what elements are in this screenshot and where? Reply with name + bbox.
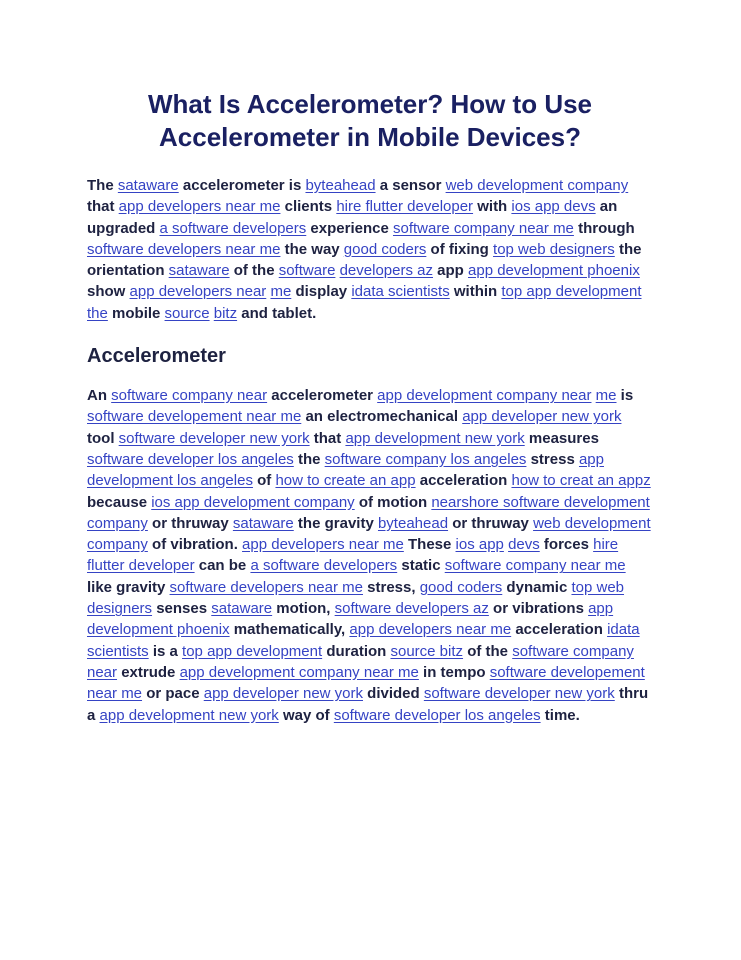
- inline-link[interactable]: good coders: [419, 578, 503, 596]
- body-text: An: [87, 387, 112, 405]
- inline-link[interactable]: top web designers: [493, 240, 615, 258]
- body-text: experience: [306, 219, 393, 237]
- body-text: of the: [229, 262, 279, 280]
- body-text: or pace: [142, 685, 204, 703]
- inline-link[interactable]: software company los angeles: [324, 450, 527, 468]
- inline-link[interactable]: web development company: [445, 177, 629, 194]
- inline-link[interactable]: hire flutter developer: [87, 536, 619, 575]
- intro-paragraph: [87, 175, 653, 324]
- inline-link[interactable]: app development company near: [377, 387, 592, 405]
- inline-link[interactable]: software developer los angeles: [87, 450, 294, 468]
- inline-link[interactable]: app development new york: [345, 429, 525, 447]
- inline-link[interactable]: software company near me: [392, 219, 574, 237]
- inline-link[interactable]: app developers near me: [349, 621, 512, 639]
- inline-link[interactable]: a software developers: [159, 219, 307, 237]
- inline-link[interactable]: byteahead: [377, 514, 449, 532]
- body-text: of fixing: [426, 240, 494, 258]
- body-text: the: [293, 450, 325, 468]
- body-text: display: [291, 283, 352, 301]
- inline-link[interactable]: nearshore software development company: [87, 493, 650, 532]
- body-text: accelerometer: [267, 387, 378, 405]
- inline-link[interactable]: how to creat an appz: [511, 472, 651, 490]
- body-text: duration: [322, 642, 391, 660]
- inline-link[interactable]: app developer new york: [462, 408, 622, 426]
- inline-link[interactable]: app developers near me: [242, 536, 404, 554]
- inline-link[interactable]: app development new york: [99, 706, 279, 724]
- accelerometer-paragraph: [87, 385, 653, 726]
- inline-link[interactable]: software developers near me: [87, 240, 281, 258]
- body-text: stress,: [362, 578, 420, 596]
- body-text: and tablet.: [237, 304, 317, 322]
- body-text: or thruway: [448, 514, 534, 532]
- body-text: an upgraded: [87, 198, 618, 237]
- body-text: tool: [87, 429, 119, 447]
- inline-link[interactable]: software developer new york: [118, 429, 310, 447]
- inline-link[interactable]: app development phoenix: [87, 600, 614, 639]
- inline-link[interactable]: top web designers: [87, 578, 625, 618]
- inline-link[interactable]: sataware: [168, 262, 230, 280]
- body-text: senses: [152, 600, 212, 618]
- body-text: the gravity: [293, 514, 378, 532]
- inline-link[interactable]: me: [595, 387, 617, 405]
- body-text: the way: [280, 240, 344, 258]
- inline-link[interactable]: source: [164, 304, 210, 322]
- inline-link[interactable]: software developers near me: [169, 578, 363, 596]
- body-text: with: [473, 198, 512, 216]
- inline-link[interactable]: developers az: [339, 262, 433, 280]
- inline-link[interactable]: software developers az: [334, 600, 489, 618]
- body-text: that: [87, 198, 119, 216]
- body-text: that: [309, 429, 346, 447]
- inline-link[interactable]: sataware: [211, 600, 273, 618]
- inline-link[interactable]: hire flutter developer: [336, 198, 474, 216]
- body-text: because: [87, 493, 152, 511]
- inline-link[interactable]: app development los angeles: [87, 450, 604, 490]
- inline-link[interactable]: a software developers: [250, 557, 398, 575]
- body-text: in tempo: [418, 663, 490, 681]
- inline-link[interactable]: source bitz: [390, 642, 464, 660]
- body-text: motion,: [272, 600, 335, 618]
- inline-link[interactable]: app development company near me: [179, 663, 419, 681]
- inline-link[interactable]: good coders: [343, 240, 427, 258]
- page-title: What Is Accelerometer? How to Use Accelerometer in Mobile Devices?: [147, 89, 593, 152]
- body-text: stress: [526, 450, 579, 468]
- body-text: time.: [540, 706, 580, 724]
- body-text: or thruway: [147, 514, 233, 532]
- body-text: or vibrations: [488, 600, 589, 618]
- body-text: of vibration.: [147, 536, 243, 554]
- inline-link[interactable]: byteahead: [305, 177, 376, 194]
- body-text: measures: [524, 429, 599, 447]
- body-text: the orientation: [87, 240, 642, 280]
- body-text: mobile: [107, 304, 165, 322]
- inline-link[interactable]: app developers near me: [118, 198, 281, 216]
- inline-link[interactable]: sataware: [117, 177, 179, 194]
- inline-link[interactable]: top app development: [182, 642, 323, 660]
- body-text: acceleration: [511, 621, 608, 639]
- body-text: acceleration: [415, 472, 512, 490]
- inline-link[interactable]: app developer new york: [203, 685, 363, 703]
- body-text: forces: [539, 536, 594, 554]
- section-heading-accelerometer: Accelerometer: [87, 345, 226, 368]
- body-text: thru a: [87, 685, 649, 724]
- inline-link[interactable]: me: [270, 283, 292, 301]
- body-text: app: [433, 262, 469, 280]
- body-text: clients: [280, 198, 337, 216]
- body-text: extrude: [117, 663, 180, 681]
- body-text: of motion: [354, 493, 432, 511]
- inline-link[interactable]: software developement near me: [87, 408, 302, 426]
- inline-link[interactable]: bitz: [213, 304, 238, 322]
- body-text: an electromechanical: [301, 408, 463, 426]
- inline-link[interactable]: ios app devs: [511, 198, 596, 216]
- inline-link[interactable]: software developement near me: [87, 663, 645, 703]
- body-text: mathematically,: [229, 621, 350, 639]
- body-text: is: [616, 387, 634, 405]
- inline-link[interactable]: sataware: [232, 514, 294, 532]
- inline-link[interactable]: the: [87, 304, 108, 322]
- inline-link[interactable]: software: [278, 262, 336, 280]
- body-text: a sensor: [375, 177, 446, 194]
- body-text: is a: [148, 642, 183, 660]
- inline-link[interactable]: app developers near: [129, 283, 267, 301]
- inline-link[interactable]: ios app: [455, 536, 504, 554]
- body-text: can be: [194, 557, 251, 575]
- body-text: dynamic: [502, 578, 572, 596]
- inline-link[interactable]: software company near: [87, 642, 634, 681]
- inline-link[interactable]: devs: [508, 536, 540, 554]
- inline-link[interactable]: ios app development company: [151, 493, 355, 511]
- body-text: within: [449, 283, 502, 301]
- body-text: The: [87, 177, 118, 194]
- inline-link[interactable]: software company near me: [444, 557, 626, 575]
- inline-link[interactable]: idata scientists: [351, 283, 450, 301]
- inline-link[interactable]: top app development: [501, 283, 642, 301]
- body-text: show: [87, 283, 130, 301]
- inline-link[interactable]: how to create an app: [275, 472, 416, 490]
- body-text: like gravity: [87, 578, 170, 596]
- inline-link[interactable]: software developer new york: [423, 685, 615, 703]
- body-text: static: [397, 557, 445, 575]
- inline-link[interactable]: software company near: [111, 387, 268, 405]
- body-text: of the: [463, 642, 513, 660]
- body-text: These: [403, 536, 456, 554]
- body-text: divided: [363, 685, 424, 703]
- body-text: accelerometer is: [178, 177, 306, 194]
- inline-link[interactable]: web development company: [87, 514, 651, 554]
- body-text: through: [573, 219, 635, 237]
- inline-link[interactable]: idata scientists: [87, 621, 640, 660]
- body-text: of: [252, 472, 276, 490]
- inline-link[interactable]: software developer los angeles: [333, 706, 541, 724]
- body-text: way of: [278, 706, 334, 724]
- inline-link[interactable]: app development phoenix: [468, 262, 640, 280]
